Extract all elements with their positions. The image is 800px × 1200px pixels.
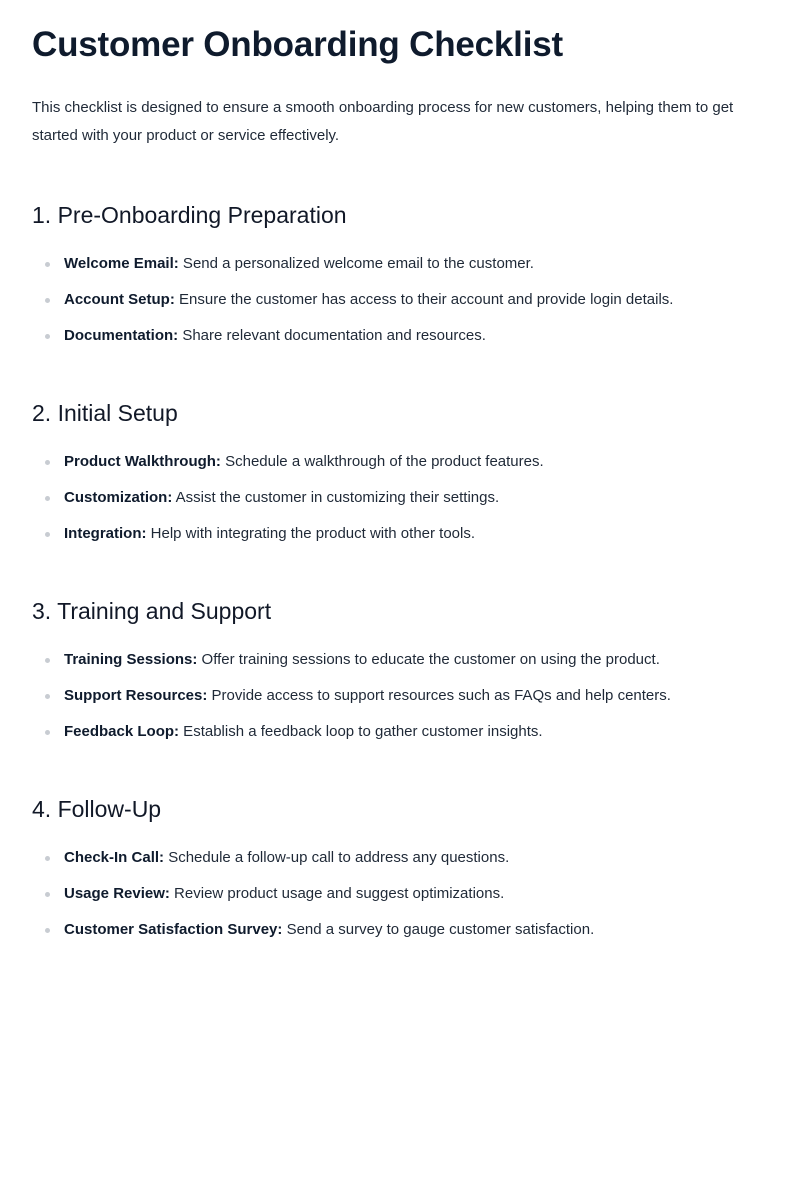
section-pre-onboarding — [32, 200, 768, 348]
bullet-icon — [45, 298, 50, 303]
item-text: Share relevant documentation and resources. — [178, 327, 486, 344]
item-text: Review product usage and suggest optimizations. — [169, 885, 505, 902]
list-item — [32, 288, 768, 312]
section-heading: 2. Initial Setup — [32, 400, 178, 426]
list-item — [32, 846, 768, 870]
section-heading: 3. Training and Support — [32, 598, 272, 624]
list-item — [32, 324, 768, 348]
checklist — [32, 252, 768, 348]
item-text: Assist the customer in customizing their settings. — [172, 489, 500, 506]
section-initial-setup — [32, 398, 768, 546]
item-label: Check-In Call: — [64, 849, 165, 866]
list-item — [32, 684, 768, 708]
item-label: Support Resources: — [64, 687, 208, 704]
checklist — [32, 450, 768, 546]
list-item — [32, 882, 768, 906]
item-label: Usage Review: — [64, 885, 170, 902]
bullet-icon — [45, 658, 50, 663]
bullet-icon — [45, 856, 50, 861]
bullet-icon — [45, 532, 50, 537]
bullet-icon — [45, 334, 50, 339]
list-item — [32, 648, 768, 672]
bullet-icon — [45, 262, 50, 267]
checklist — [32, 648, 768, 744]
list-item — [32, 720, 768, 744]
list-item — [32, 450, 768, 474]
checklist — [32, 846, 768, 942]
item-text: Schedule a follow-up call to address any questions. — [164, 849, 510, 866]
item-text: Provide access to support resources such as FAQs and help centers. — [207, 687, 671, 704]
item-label: Account Setup: — [64, 291, 175, 308]
item-text: Offer training sessions to educate the customer on using the product. — [197, 651, 660, 668]
item-label: Customization: — [64, 489, 173, 506]
item-text: Establish a feedback loop to gather customer insights. — [179, 723, 543, 740]
item-label: Welcome Email: — [64, 255, 179, 272]
list-item — [32, 522, 768, 546]
item-label: Product Walkthrough: — [64, 453, 221, 470]
bullet-icon — [45, 892, 50, 897]
list-item — [32, 252, 768, 276]
item-text: Send a personalized welcome email to the customer. — [178, 255, 534, 272]
bullet-icon — [45, 730, 50, 735]
item-label: Documentation: — [64, 327, 179, 344]
section-training-support — [32, 596, 768, 744]
bullet-icon — [45, 460, 50, 465]
item-text: Ensure the customer has access to their account and provide login details. — [174, 291, 674, 308]
intro-paragraph: This checklist is designed to ensure a smooth onboarding process for new customers, helping them to get started with your product or service effectively. — [32, 99, 734, 144]
item-label: Training Sessions: — [64, 651, 198, 668]
bullet-icon — [45, 694, 50, 699]
item-label: Feedback Loop: — [64, 723, 180, 740]
item-label: Customer Satisfaction Survey: — [64, 921, 283, 938]
bullet-icon — [45, 496, 50, 501]
item-text: Schedule a walkthrough of the product features. — [220, 453, 544, 470]
item-text: Help with integrating the product with other tools. — [146, 525, 476, 542]
section-heading: 1. Pre-Onboarding Preparation — [32, 202, 347, 228]
list-item — [32, 918, 768, 942]
section-follow-up — [32, 794, 768, 942]
section-heading: 4. Follow-Up — [32, 796, 162, 822]
page-title: Customer Onboarding Checklist — [32, 25, 563, 64]
item-text: Send a survey to gauge customer satisfaction. — [282, 921, 595, 938]
list-item — [32, 486, 768, 510]
item-label: Integration: — [64, 525, 147, 542]
bullet-icon — [45, 928, 50, 933]
